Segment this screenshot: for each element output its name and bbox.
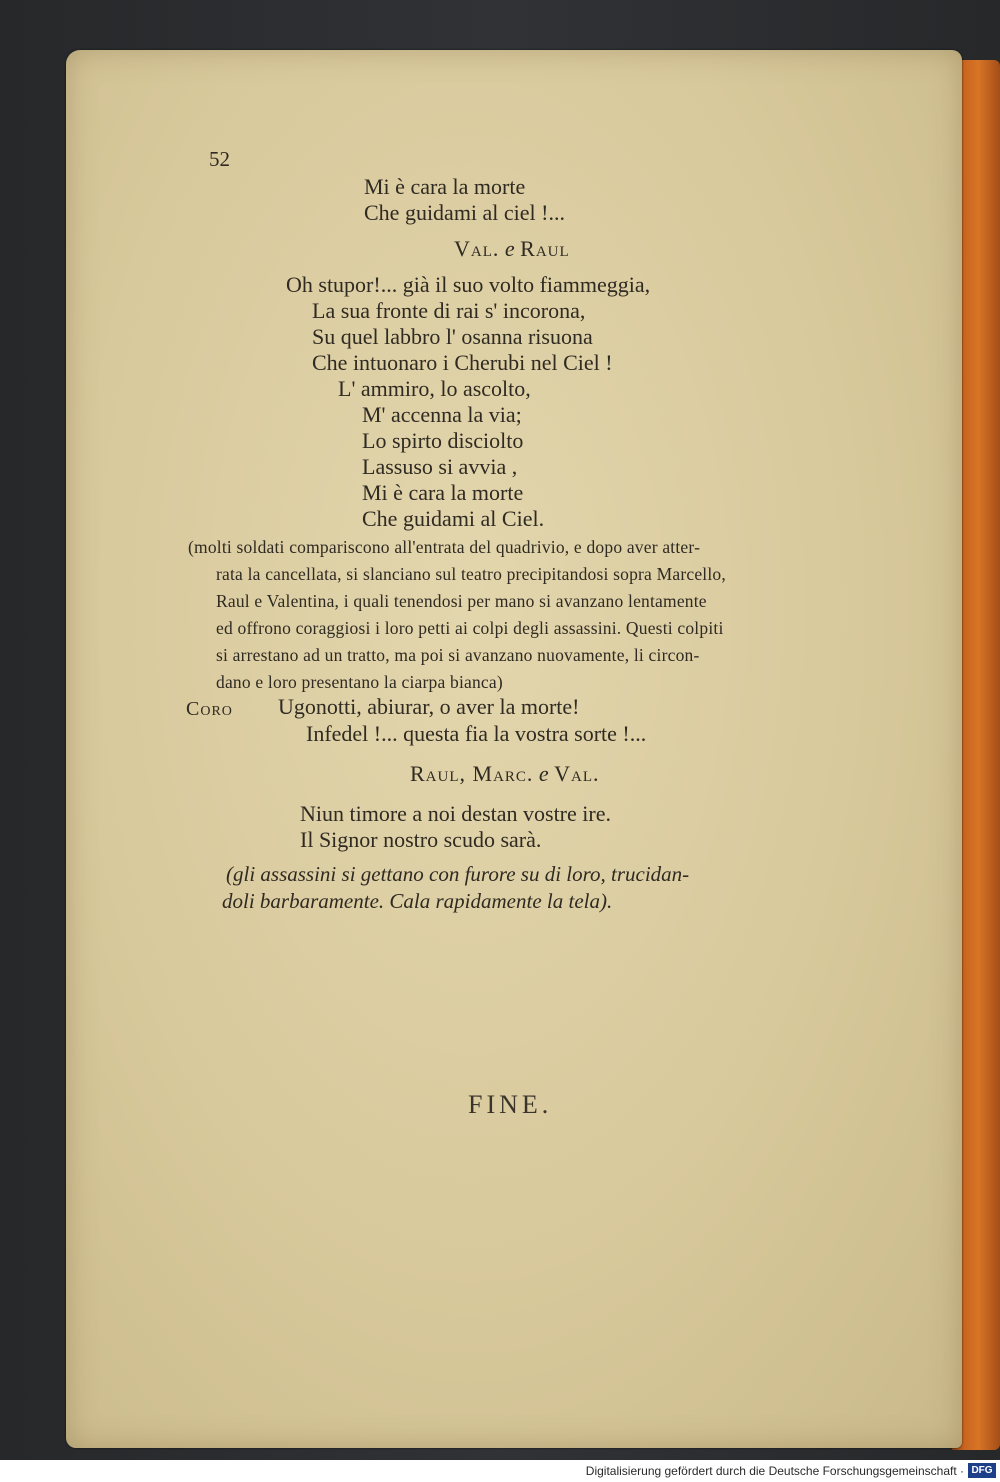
stage-direction-line: Raul e Valentina, i quali tenendosi per mano si avanzano lentamente (216, 591, 707, 611)
verse-line: Lassuso si avvia , (362, 454, 518, 479)
verse-line: Che intuonaro i Cherubi nel Ciel ! (312, 350, 613, 375)
verse-line: Oh stupor!... già il suo volto fiammeggia, (286, 272, 651, 297)
verse-line: Mi è cara la morte (362, 480, 524, 505)
stage-direction-line: (molti soldati compariscono all'entrata del quadrivio, e dopo aver atter- (188, 537, 701, 557)
verse-line: Ugonotti, abiurar, o aver la morte! (278, 694, 580, 719)
verse-line: Che guidami al Ciel. (362, 506, 545, 531)
verse-line: Lo spirto disciolto (362, 428, 524, 453)
verse-line: Mi è cara la morte (364, 174, 526, 199)
verse-line: L' ammiro, lo ascolto, (338, 376, 531, 401)
speaker-name: Raul, Marc. (410, 761, 534, 786)
stage-direction-line: dano e loro presentano la ciarpa bianca) (216, 672, 503, 692)
dfg-logo: DFG (968, 1463, 996, 1478)
chorus-speaker: Coro (186, 698, 233, 720)
book-page (66, 50, 962, 1448)
speaker-heading (410, 761, 600, 787)
stage-direction-line: rata la cancellata, si slanciano sul teatro precipitandosi sopra Marcello, (216, 564, 726, 584)
speaker-heading (454, 236, 570, 262)
page-number: 52 (209, 147, 230, 171)
speaker-name: Raul (520, 236, 570, 261)
verse-line: Niun timore a noi destan vostre ire. (300, 801, 611, 826)
verse-line: Infedel !... questa fia la vostra sorte !... (306, 721, 647, 746)
speaker-conjunction: e (504, 236, 515, 261)
verse-line: Che guidami al ciel !... (364, 200, 565, 225)
verse-line: M' accenna la via; (362, 402, 522, 427)
stage-direction-line: doli barbaramente. Cala rapidamente la tela). (222, 889, 613, 913)
verse-line: Su quel labbro l' osanna risuona (312, 324, 593, 349)
end-text: FINE. (468, 1090, 553, 1119)
digitization-credit: Digitalisierung gefördert durch die Deutsche Forschungsgemeinschaft · (585, 1464, 964, 1478)
stage-direction-line: ed offrono coraggiosi i loro petti ai colpi degli assassini. Questi colpiti (216, 618, 724, 638)
speaker-name: Val. (454, 236, 500, 261)
verse-line: Il Signor nostro scudo sarà. (300, 827, 542, 852)
digitization-footer (0, 1460, 1000, 1482)
verse-line: La sua fronte di rai s' incorona, (312, 298, 586, 323)
stage-direction-line: (gli assassini si gettano con furore su di loro, trucidan- (226, 862, 690, 886)
speaker-name: Val. (554, 761, 600, 786)
speaker-conjunction: e (538, 761, 549, 786)
stage-direction-line: si arrestano ad un tratto, ma poi si avanzano nuovamente, li circon- (216, 645, 700, 665)
